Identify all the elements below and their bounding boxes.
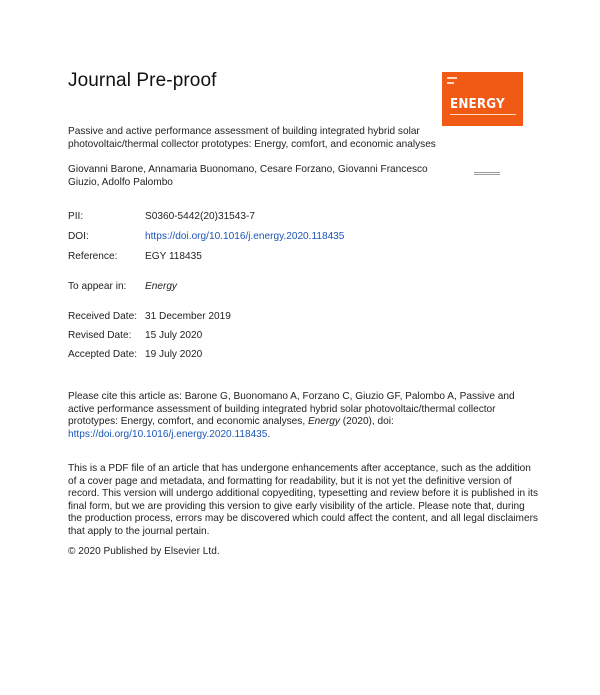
meta-label: Reference: [68,251,118,262]
meta-journal-name: Energy [145,281,177,292]
meta-label: To appear in: [68,281,127,292]
meta-label: Accepted Date: [68,349,138,360]
citation-doi-link[interactable]: https://doi.org/10.1016/j.energy.2020.118435 [68,428,268,440]
cover-decoration [447,77,457,79]
cover-decoration [447,82,454,84]
citation-paragraph [68,391,538,441]
meta-value: 15 July 2020 [145,330,203,341]
citation-text: Please cite this article as: Barone G, Buonomano A, Forzano C, Giuzio GF, Palombo A, Passive and active performance assessment of building integrated hybrid solar photovoltaic/thermal collector prototypes: Energy, comfort, and economic analyses, [68,391,515,428]
citation-journal: Energy [307,416,340,428]
meta-value: 19 July 2020 [145,349,203,360]
cover-small-print [474,172,500,178]
meta-value: EGY 118435 [145,251,202,262]
meta-label: Received Date: [68,311,138,322]
meta-label: DOI: [68,231,89,242]
article-title: Passive and active performance assessment of building integrated hybrid solar photovoltaic/thermal collector prototypes: Energy, comfort, and economic analyses [68,126,436,150]
citation-text: (2020), doi: [339,416,394,428]
journal-cover-thumbnail [442,72,523,126]
meta-value: 31 December 2019 [145,311,231,322]
cover-journal-title: ENERGY [450,97,505,112]
page-heading: Journal Pre-proof [68,70,217,91]
article-authors: Giovanni Barone, Annamaria Buonomano, Cesare Forzano, Giovanni Francesco Giuzio, Adolfo Palombo [68,164,428,188]
meta-value: S0360-5442(20)31543-7 [145,211,255,222]
meta-label: Revised Date: [68,330,132,341]
copyright-line: © 2020 Published by Elsevier Ltd. [68,546,220,557]
cover-rule [450,114,516,115]
doi-link[interactable]: https://doi.org/10.1016/j.energy.2020.118435 [145,231,345,242]
meta-label: PII: [68,211,84,222]
pre-proof-notice: This is a PDF file of an article that has undergone enhancements after acceptance, such as the addition of a cover page and metadata, and formatting for readability, but it is not yet the definitive version of record. This version will undergo additional copyediting, typesetting and review before it is published in its final form, but we are providing this version to give early visibility of the article. Please note that, during the production process, errors may be discovered which could affect the content, and all legal disclaimers that apply to the journal pertain. [68,463,538,537]
citation-text: . [267,428,271,440]
